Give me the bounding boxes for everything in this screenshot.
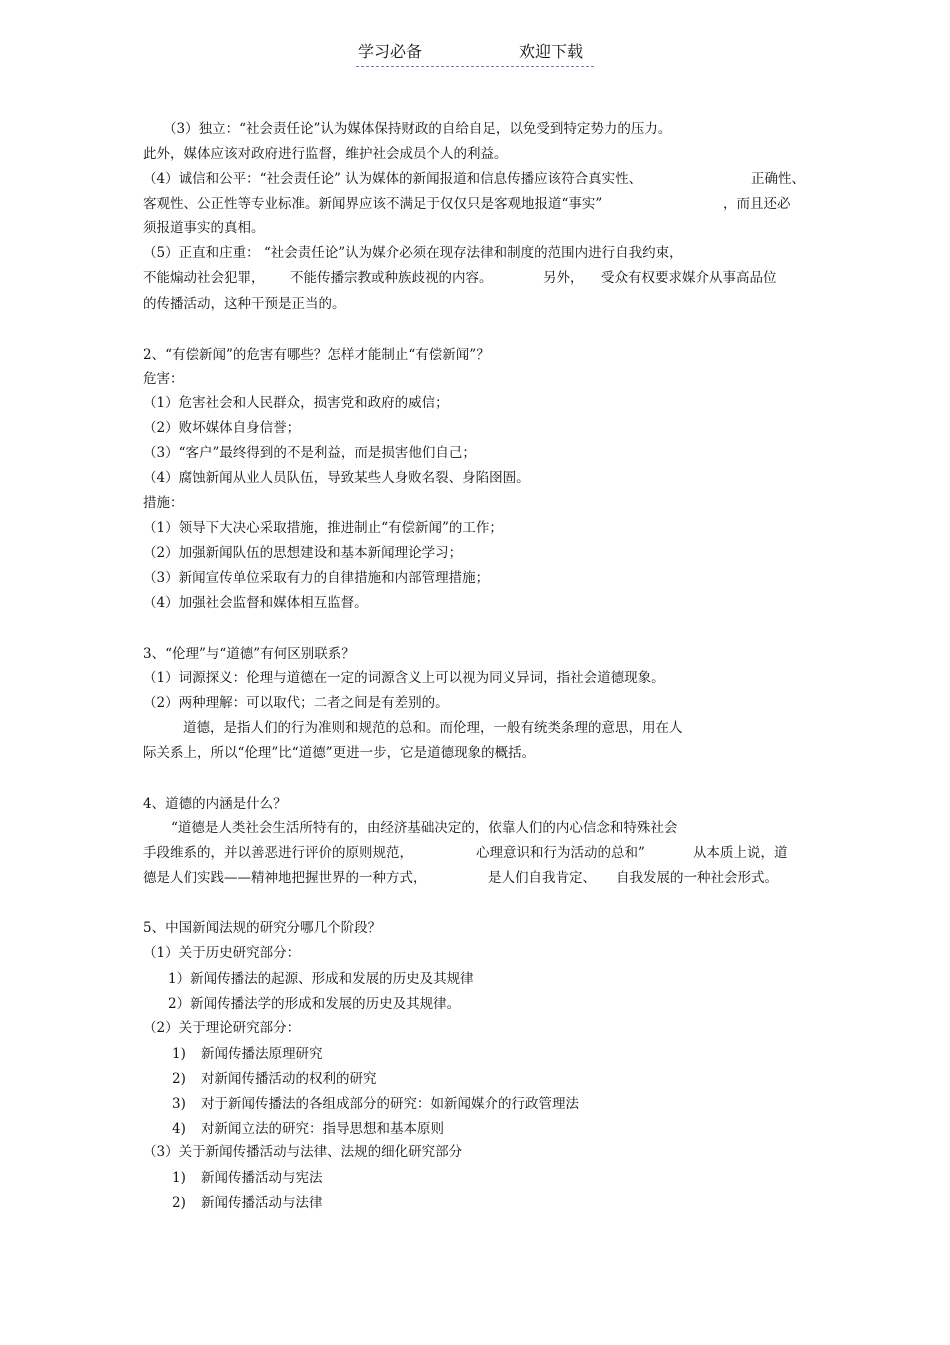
q3-title: 3、“伦理”与“道德”有何区别联系？ xyxy=(143,646,355,662)
q5-part2-item-num: 4) xyxy=(172,1121,186,1137)
header-right-text: 欢迎下载 xyxy=(519,42,584,61)
q5-part3-item-num: 2) xyxy=(172,1195,186,1211)
sec1-p4-line3: 须报道事实的真相。 xyxy=(143,220,265,236)
q3-line: （2）两种理解：可以取代；二者之间是有差别的。 xyxy=(143,695,449,711)
q4-line3-a: 德是人们实践——精神地把握世界的一种方式， xyxy=(143,870,427,886)
sec1-p3-line1: （3）独立：“社会责任论”认为媒体保持财政的自给自足，以免受到特定势力的压力。 xyxy=(163,121,672,137)
q4-line2-c: 从本质上说，道 xyxy=(693,845,788,861)
q5-part2-item xyxy=(172,1095,772,1113)
sec1-p5-line2 xyxy=(143,269,813,287)
sec1-p4-line1 xyxy=(143,170,813,188)
q5-part-heading: （2）关于理论研究部分： xyxy=(143,1020,301,1036)
q4-line2-b: 心理意识和行为活动的总和” xyxy=(476,845,645,861)
sec1-p5-line2-a: 不能煽动社会犯罪， xyxy=(143,270,265,286)
q5-part3-item xyxy=(172,1194,772,1212)
sec1-p5-line3: 的传播活动，这种干预是正当的。 xyxy=(143,296,346,312)
q5-part2-item xyxy=(172,1045,772,1063)
q5-part3-item xyxy=(172,1169,772,1187)
q5-part3-item-text: 新闻传播活动与宪法 xyxy=(201,1170,323,1186)
q5-part2-item-num: 3) xyxy=(172,1096,186,1112)
sec1-p4-line1-b: 正确性、 xyxy=(751,171,805,187)
q5-part-heading: （1）关于历史研究部分： xyxy=(143,945,301,961)
sec1-p4-line1-a: （4）诚信和公平：“社会责任论” 认为媒体的新闻报道和信息传播应该符合真实性、 xyxy=(143,171,643,187)
q4-line3-b: 是人们自我肯定、 xyxy=(488,870,596,886)
q5-title: 5、中国新闻法规的研究分哪几个阶段？ xyxy=(143,920,382,936)
q4-line3-c: 自我发展的一种社会形式。 xyxy=(616,870,778,886)
q2-measure-label: 措施： xyxy=(143,495,184,511)
q4-line xyxy=(143,869,813,887)
q5-part2-item-num: 2) xyxy=(172,1071,186,1087)
sec1-p4-line2 xyxy=(143,195,813,213)
q4-line2-a: 手段维系的，并以善恶进行评价的原则规范， xyxy=(143,845,413,861)
q3-line: 道德，是指人们的行为准则和规范的总和。而伦理，一般有统类条理的意思，用在人 xyxy=(183,720,683,736)
q5-part3-item-text: 新闻传播活动与法律 xyxy=(201,1195,323,1211)
sec1-p4-line2-b: ，而且还必 xyxy=(723,196,791,212)
q2-harm-item: （2）败坏媒体自身信誉； xyxy=(143,420,301,436)
q2-harm-item: （3）“客户”最终得到的不是利益，而是损害他们自己； xyxy=(143,445,476,461)
header-left-text: 学习必备 xyxy=(358,42,423,61)
q5-part2-item-text: 对新闻传播活动的权利的研究 xyxy=(201,1071,377,1087)
q5-part2-item-num: 1) xyxy=(172,1046,186,1062)
q5-part2-item-text: 新闻传播法原理研究 xyxy=(201,1046,323,1062)
q2-harm-label: 危害： xyxy=(143,371,184,387)
q2-harm-item: （1）危害社会和人民群众，损害党和政府的威信； xyxy=(143,395,449,411)
q5-part3-item-num: 1) xyxy=(172,1170,186,1186)
q2-measure-item: （1）领导下大决心采取措施，推进制止“有偿新闻”的工作； xyxy=(143,520,503,536)
q2-harm-item: （4）腐蚀新闻从业人员队伍，导致某些人身败名裂、身陷囹圄。 xyxy=(143,470,530,486)
q2-title: 2、“有偿新闻”的危害有哪些？怎样才能制止“有偿新闻”？ xyxy=(143,347,490,363)
q5-part2-item-text: 对新闻立法的研究：指导思想和基本原则 xyxy=(201,1121,444,1137)
q2-measure-item: （3）新闻宣传单位采取有力的自律措施和内部管理措施； xyxy=(143,570,490,586)
q3-line: 际关系上，所以“伦理”比“道德”更进一步，它是道德现象的概括。 xyxy=(143,745,536,761)
q4-line: “道德是人类社会生活所特有的，由经济基础决定的，依靠人们的内心信念和特殊社会 xyxy=(171,820,678,836)
page-header xyxy=(356,42,594,67)
q2-measure-item: （2）加强新闻队伍的思想建设和基本新闻理论学习； xyxy=(143,545,463,561)
sec1-p3-line2: 此外，媒体应该对政府进行监督，维护社会成员个人的利益。 xyxy=(143,146,508,162)
q5-part1-item: 1）新闻传播法的起源、形成和发展的历史及其规律 xyxy=(168,971,474,987)
q4-line xyxy=(143,844,813,862)
q5-part2-item-text: 对于新闻传播法的各组成部分的研究：如新闻媒介的行政管理法 xyxy=(201,1096,579,1112)
q5-part2-item xyxy=(172,1070,772,1088)
sec1-p4-line2-a: 客观性、公正性等专业标准。新闻界应该不满足于仅仅只是客观地报道“事实” xyxy=(143,196,603,212)
q5-part2-item xyxy=(172,1120,772,1138)
q3-line: （1）词源探义：伦理与道德在一定的词源含义上可以视为同义异词，指社会道德现象。 xyxy=(143,670,665,686)
sec1-p5-line2-d: 受众有权要求媒介从事高品位 xyxy=(601,270,777,286)
sec1-p5-line1: （5）正直和庄重： “社会责任论”认为媒介必须在现存法律和制度的范围内进行自我约束， xyxy=(143,245,683,261)
sec1-p5-line2-b: 不能传播宗教或种族歧视的内容。 xyxy=(290,270,493,286)
sec1-p5-line2-c: 另外， xyxy=(543,270,584,286)
q5-part1-item: 2）新闻传播法学的形成和发展的历史及其规律。 xyxy=(168,996,461,1012)
q4-title: 4、道德的内涵是什么？ xyxy=(143,796,287,812)
q5-part-heading: （3）关于新闻传播活动与法律、法规的细化研究部分 xyxy=(143,1144,463,1160)
q2-measure-item: （4）加强社会监督和媒体相互监督。 xyxy=(143,595,368,611)
